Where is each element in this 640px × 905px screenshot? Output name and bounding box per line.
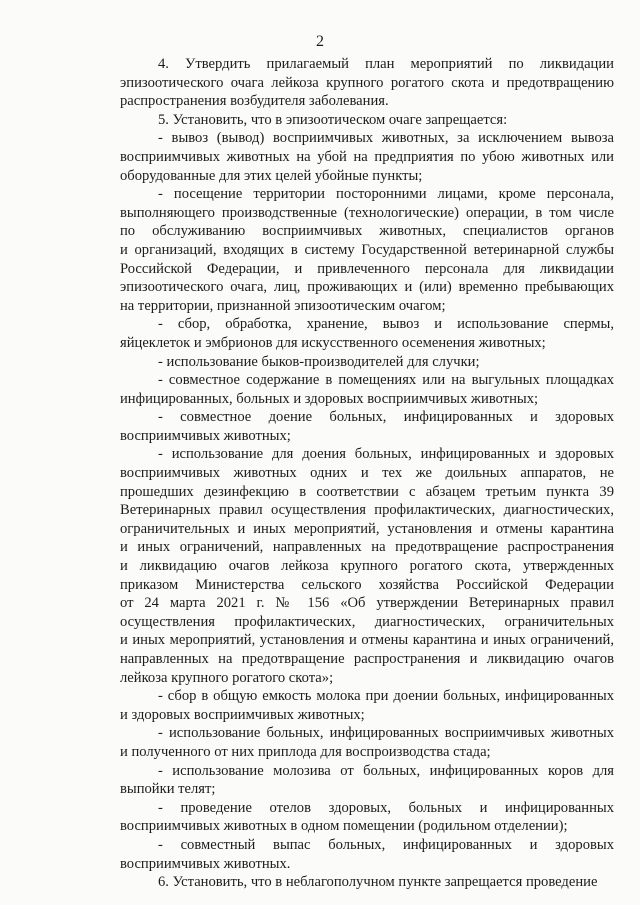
paragraph-line: и организаций, входящих в систему Государственной ветеринарной службы bbox=[120, 241, 614, 258]
paragraph-line: - совместный выпас больных, инфицированных и здоровых bbox=[158, 836, 614, 853]
paragraph-line: 5. Установить, что в эпизоотическом очаге запрещается: bbox=[158, 111, 508, 128]
paragraph-line: восприимчивых животных; bbox=[120, 427, 291, 444]
paragraph-line: восприимчивых животных на убой на предприятия по убою животных или bbox=[120, 148, 614, 165]
paragraph-line: и ликвидацию очагов лейкоза крупного рогатого скота, утвержденных bbox=[120, 558, 614, 575]
page-number: 2 bbox=[316, 33, 324, 50]
paragraph-line: - посещение территории посторонними лицами, кроме персонала, bbox=[158, 186, 614, 203]
paragraph-line: оборудованные для этих целей убойные пункты; bbox=[120, 167, 423, 184]
paragraph-line: - проведение отелов здоровых, больных и инфицированных bbox=[158, 799, 614, 816]
paragraph-line: и здоровых восприимчивых животных; bbox=[120, 706, 365, 723]
paragraph-line: от 24 марта 2021 г. № 156 «Об утверждении Ветеринарных правил bbox=[120, 595, 614, 612]
paragraph-line: восприимчивых животных. bbox=[120, 855, 291, 872]
paragraph-line: - совместное доение больных, инфицированных и здоровых bbox=[158, 409, 614, 426]
paragraph bbox=[120, 687, 614, 724]
paragraph-line: по обслуживанию восприимчивых животных, специалистов органов bbox=[120, 223, 614, 240]
paragraph-line: на территории, признанной эпизоотическим очагом; bbox=[120, 297, 446, 314]
paragraph-line: эпизоотического очага, лиц, проживающих и (или) временно пребывающих bbox=[120, 279, 614, 296]
paragraph bbox=[120, 799, 614, 836]
paragraph-line: лейкоза крупного рогатого скота»; bbox=[120, 669, 334, 686]
paragraph bbox=[120, 445, 614, 687]
paragraph-line: прошедших дезинфекцию в соответствии с абзацем третьим пункта 39 bbox=[120, 483, 614, 500]
paragraph-line: - использование быков-производителей для случки; bbox=[158, 353, 480, 370]
paragraph bbox=[120, 315, 614, 352]
paragraph-line: выполняющего производственные (технологические) операции, в том числе bbox=[120, 204, 614, 221]
paragraph-line: осуществления профилактических, диагностических, ограничительных bbox=[120, 613, 614, 630]
paragraph-line: - использование для доения больных, инфицированных и здоровых bbox=[158, 446, 614, 463]
paragraph-line: и иных мероприятий, установления и отмены карантина и иных ограничений, bbox=[120, 632, 614, 649]
paragraph-line: восприимчивых животных одних и тех же доильных аппаратов, не bbox=[120, 465, 614, 482]
paragraph-line: и иных ограничений, направленных на предотвращение распространения bbox=[120, 539, 614, 556]
paragraph-line: восприимчивых животных в одном помещении (родильном отделении); bbox=[120, 818, 568, 835]
paragraph bbox=[120, 873, 614, 892]
paragraph bbox=[120, 55, 614, 111]
paragraph-line: 6. Установить, что в неблагополучном пункте запрещается проведение bbox=[158, 874, 598, 891]
paragraph-line: инфицированных, больных и здоровых восприимчивых животных; bbox=[120, 390, 539, 407]
paragraph-line: эпизоотического очага лейкоза крупного рогатого скота и предотвращению bbox=[120, 74, 614, 91]
paragraph-line: выпойки телят; bbox=[120, 781, 216, 798]
paragraph-line: 4. Утвердить прилагаемый план мероприятий по ликвидации bbox=[158, 56, 614, 72]
paragraph-line: - вывоз (вывод) восприимчивых животных, за исключением вывоза bbox=[158, 130, 614, 147]
paragraph-line: яйцеклеток и эмбрионов для искусственного осеменения животных; bbox=[120, 334, 546, 351]
paragraph-line: ограничительных и иных мероприятий, установления и отмены карантина bbox=[120, 520, 614, 537]
paragraph-line: приказом Министерства сельского хозяйства Российской Федерации bbox=[120, 576, 614, 593]
paragraph bbox=[120, 111, 614, 130]
paragraph-line: - сбор, обработка, хранение, вывоз и использование спермы, bbox=[158, 316, 614, 333]
paragraph bbox=[120, 408, 614, 445]
paragraph bbox=[120, 353, 614, 372]
paragraph-line: - использование молозива от больных, инфицированных коров для bbox=[158, 762, 614, 779]
paragraph-line: - сбор в общую емкость молока при доении больных, инфицированных bbox=[158, 688, 614, 705]
paragraph-line: - использование больных, инфицированных восприимчивых животных bbox=[158, 725, 614, 742]
paragraph bbox=[120, 371, 614, 408]
paragraph bbox=[120, 129, 614, 185]
paragraph bbox=[120, 724, 614, 761]
paragraph-line: и полученного от них приплода для воспроизводства стада; bbox=[120, 743, 491, 760]
paragraph-line: - совместное содержание в помещениях или на выгульных площадках bbox=[158, 372, 614, 389]
paragraph-line: Ветеринарных правил осуществления профилактических, диагностических, bbox=[120, 502, 614, 519]
paragraph bbox=[120, 762, 614, 799]
document-body bbox=[120, 55, 614, 892]
paragraph-line: направленных на предотвращение распространения и ликвидацию очагов bbox=[120, 651, 614, 667]
paragraph-line: Российской Федерации, и привлеченного персонала для ликвидации bbox=[120, 260, 614, 277]
paragraph bbox=[120, 836, 614, 873]
paragraph-line: распространения возбудителя заболевания. bbox=[120, 93, 389, 110]
paragraph bbox=[120, 185, 614, 315]
